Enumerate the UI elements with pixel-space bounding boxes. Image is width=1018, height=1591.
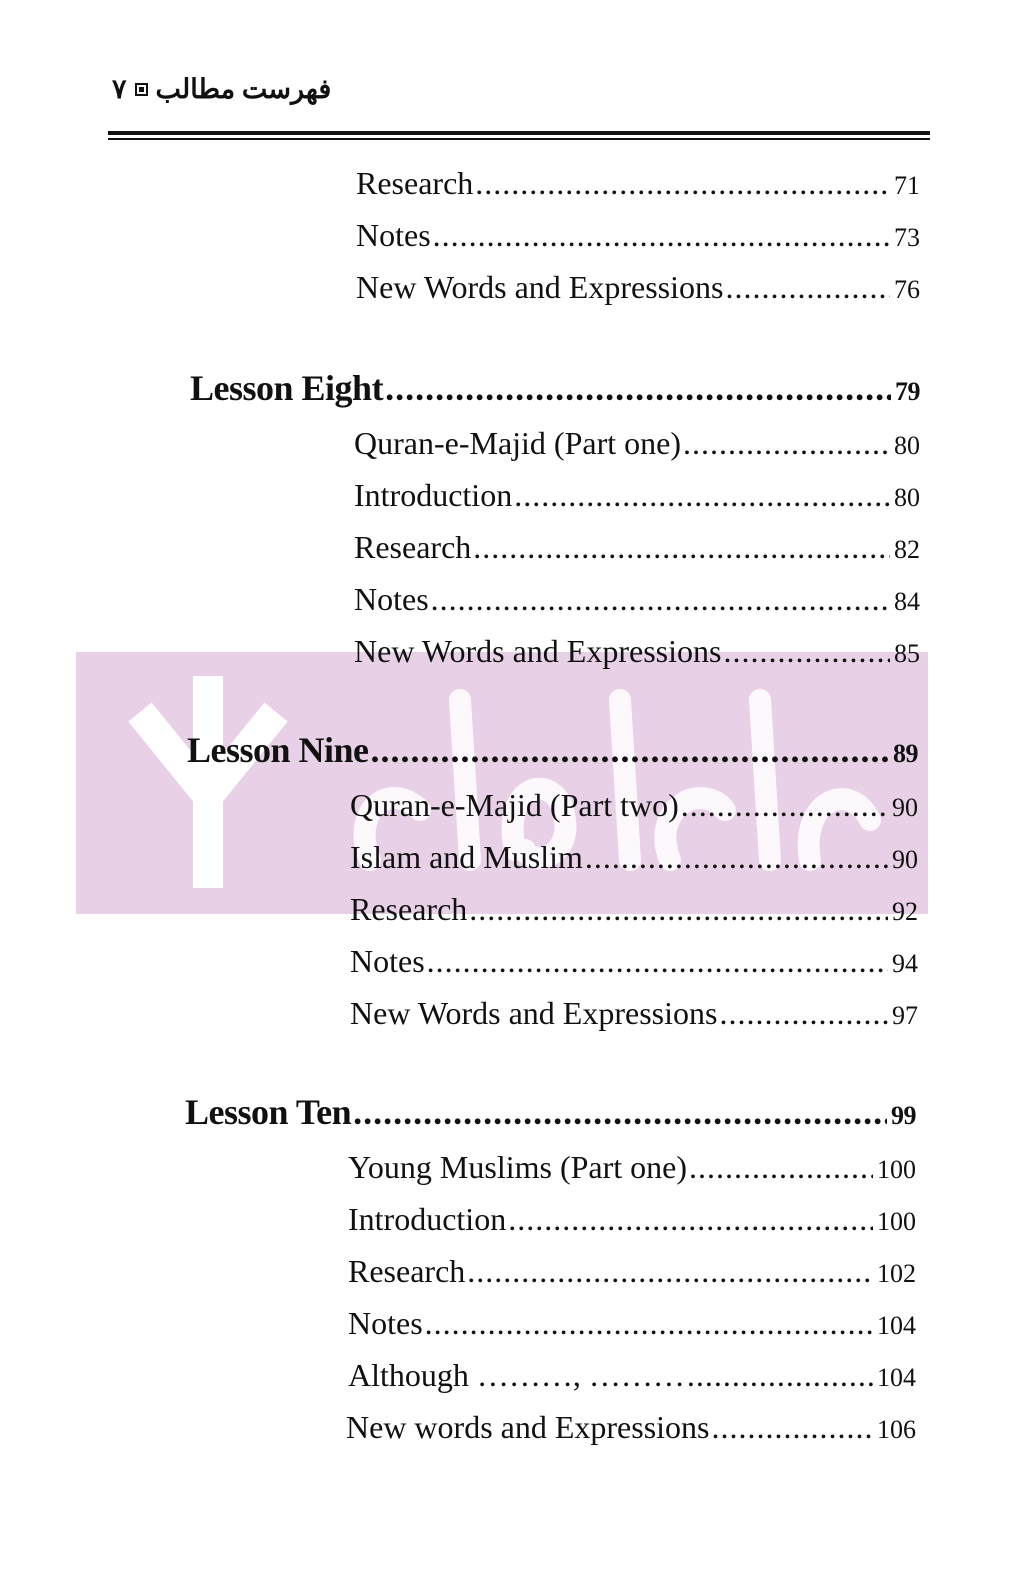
toc-entry-title: Lesson Ten (185, 1092, 352, 1132)
toc-entry-title: New Words and Expressions (354, 633, 722, 669)
dot-leader (689, 1149, 873, 1186)
toc-entry (350, 943, 918, 980)
toc-lesson-entry (187, 729, 918, 771)
dot-leader (723, 633, 890, 670)
toc-page-number: 84 (894, 587, 920, 616)
toc-entry (354, 633, 920, 670)
toc-page-number: 85 (894, 639, 920, 668)
dot-leader (433, 217, 890, 254)
toc-page-number: 102 (877, 1259, 916, 1288)
header-title: فهرست مطالب (155, 74, 332, 104)
toc-page-number: 94 (892, 949, 918, 978)
toc-entry-title: Research (350, 891, 468, 927)
toc-page-number: 106 (877, 1415, 916, 1444)
toc-page-number: 82 (894, 535, 920, 564)
toc-page-number: 104 (877, 1311, 916, 1340)
toc-entry (348, 1357, 916, 1394)
toc-entry (348, 1201, 916, 1238)
toc-lesson-entry (190, 367, 920, 409)
toc-entry (350, 787, 918, 824)
dot-leader (508, 1201, 873, 1238)
toc-entry (348, 1149, 916, 1186)
toc-entry (354, 581, 920, 618)
dot-leader (725, 269, 890, 306)
toc-entry (350, 839, 918, 876)
toc-entry (356, 269, 920, 306)
toc-entry-title: Notes (348, 1305, 423, 1341)
toc-entry (356, 217, 920, 254)
dot-leader (427, 943, 888, 980)
toc-page-number: 90 (892, 793, 918, 822)
toc-entry-title: New Words and Expressions (350, 995, 718, 1031)
toc-entry-title: Lesson Nine (187, 730, 369, 770)
toc-entry (350, 891, 918, 928)
toc-page-number: 90 (892, 845, 918, 874)
toc-page-number: 73 (894, 223, 920, 252)
toc-page-number: 80 (894, 431, 920, 460)
dot-leader (585, 839, 888, 876)
toc-page-number: 89 (893, 739, 918, 768)
toc-page-number: 104 (877, 1363, 916, 1392)
toc-entry (348, 1305, 916, 1342)
dot-leader (475, 165, 890, 202)
dot-leader (431, 581, 890, 618)
toc-page-number: 79 (895, 377, 920, 406)
toc-entry-title: Lesson Eight (190, 368, 384, 408)
toc-entry-title: Notes (350, 943, 425, 979)
toc-page-number: 80 (894, 483, 920, 512)
toc-entry-title: Quran-e-Majid (Part two) (350, 787, 679, 823)
dot-leader (687, 1357, 873, 1394)
toc-page-number: 100 (877, 1207, 916, 1236)
dot-leader (719, 995, 888, 1032)
toc-entry-title: Islam and Muslim (350, 839, 583, 875)
toc-entry-title: New words and Expressions (346, 1409, 710, 1445)
toc-entry (350, 995, 918, 1032)
toc-page-number: 99 (891, 1101, 916, 1130)
toc-entry-title: Although ………, ……… (348, 1357, 685, 1393)
dot-leader (425, 1305, 873, 1342)
dot-leader (473, 529, 890, 566)
toc-entry (354, 425, 920, 462)
toc-entry (348, 1253, 916, 1290)
dot-leader (371, 729, 889, 771)
toc-entry-title: Introduction (348, 1201, 507, 1237)
toc-entry-title: Notes (354, 581, 429, 617)
dot-leader (467, 1253, 873, 1290)
toc-entry (354, 477, 920, 514)
dot-leader (353, 1091, 887, 1133)
toc-entry-title: Notes (356, 217, 431, 253)
dot-leader (681, 787, 888, 824)
toc-entry-title: Research (356, 165, 474, 201)
toc-entry-title: Research (354, 529, 472, 565)
dot-leader (683, 425, 890, 462)
toc-page-number: 71 (894, 171, 920, 200)
dot-leader (469, 891, 888, 928)
toc-entry-title: Introduction (354, 477, 513, 513)
dot-leader (385, 367, 891, 409)
dot-leader (712, 1409, 874, 1446)
toc-entry (346, 1409, 916, 1446)
toc-entry-title: Research (348, 1253, 466, 1289)
toc-entry (354, 529, 920, 566)
toc-entry-title: Quran-e-Majid (Part one) (354, 425, 681, 461)
toc-lesson-entry (185, 1091, 916, 1133)
toc-page-number: 100 (877, 1155, 916, 1184)
header-page-number: ۷ (112, 74, 127, 104)
toc-entry-title: Young Muslims (Part one) (348, 1149, 687, 1185)
toc-entry-title: New Words and Expressions (356, 269, 724, 305)
toc-page-number: 76 (894, 275, 920, 304)
toc-page-number: 97 (892, 1001, 918, 1030)
dot-leader (514, 477, 890, 514)
toc-entry (356, 165, 920, 202)
toc-page-number: 92 (892, 897, 918, 926)
